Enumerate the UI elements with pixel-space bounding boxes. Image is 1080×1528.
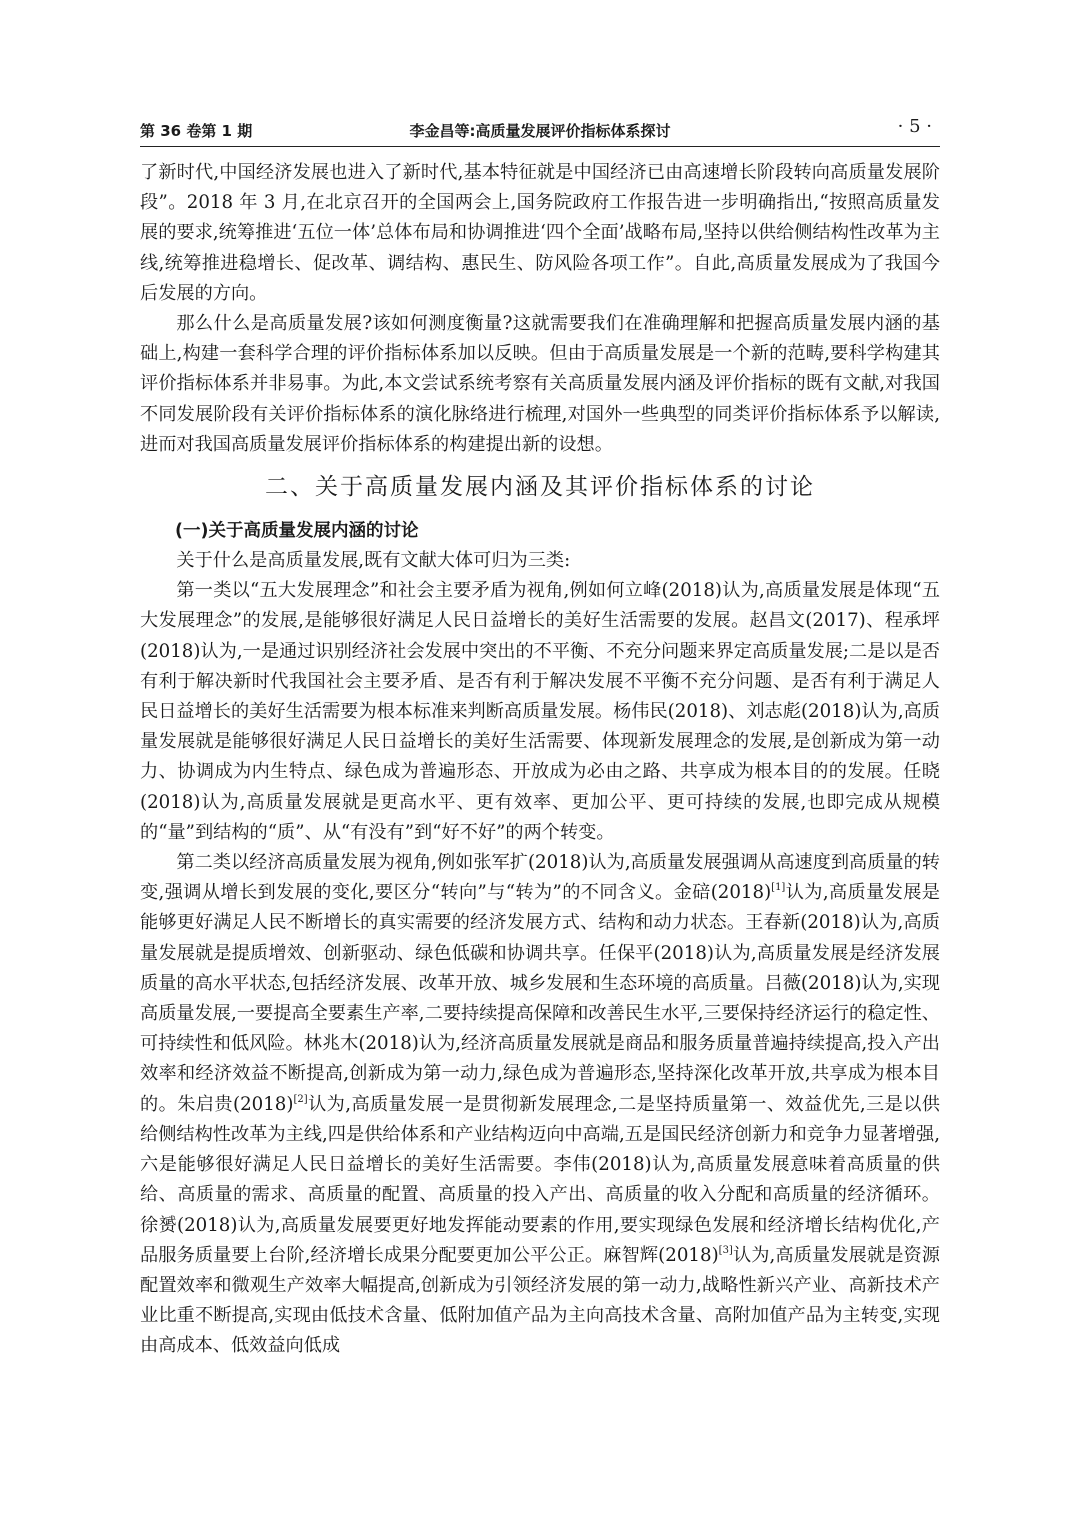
text-segment: 认为,高质量发展是能够更好满足人民不断增长的真实需要的经济发展方式、结构和动力状态。王春新(2018)认为,高质量发展就是提质增效、创新驱动、绿色低碳和协调共享。任保平(2018)认为,高质量发展是经济发展质量的高水平状态,包括经济发展、改革开放、城乡发展和生态环境的高质量。吕薇(2018)认为,实现高质量发展,一要提高全要素生产率,二要持续提高保障和改善民生水平,三要保持经济运行的稳定性、可持续性和低风险。林兆木(2018)认为,经济高质量发展就是商品和服务质量普遍持续提高,投入产出效率和经济效益不断提高,创新成为第一动力,绿色成为普遍形态,坚持深化改革开放,共享成为根本目的。朱启贵(2018) <box>140 882 940 1115</box>
paragraph-second-class <box>140 848 940 1361</box>
journal-volume: 第 36 卷第 1 期 <box>140 122 253 140</box>
citation-ref: [3] <box>718 1244 733 1256</box>
paragraph-continued: 了新时代,中国经济发展也进入了新时代,基本特征就是中国经济已由高速增长阶段转向高质量发展阶段”。2018 年 3 月,在北京召开的全国两会上,国务院政府工作报告进一步明确指出,“按照高质量发展的要求,统筹推进‘五位一体’总体布局和协调推进‘四个全面’战略布局,坚持以供给侧结构性改革为主线,统筹推进稳增长、促改革、调结构、惠民生、防风险各项工作”。自此,高质量发展成为了我国今后发展的方向。 <box>140 162 940 304</box>
paragraph-motivation: 那么什么是高质量发展?该如何测度衡量?这就需要我们在准确理解和把握高质量发展内涵的基础上,构建一套科学合理的评价指标体系加以反映。但由于高质量发展是一个新的范畴,要科学构建其评价指标体系并非易事。为此,本文尝试系统考察有关高质量发展内涵及评价指标的既有文献,对我国不同发展阶段有关评价指标体系的演化脉络进行梳理,对国外一些典型的同类评价指标体系予以解读,进而对我国高质量发展评价指标体系的构建提出新的设想。 <box>140 313 940 455</box>
section-title: 二、关于高质量发展内涵及其评价指标体系的讨论 <box>265 474 815 501</box>
article-running-title: 李金昌等:高质量发展评价指标体系探讨 <box>409 122 671 140</box>
paragraph-intro: 关于什么是高质量发展,既有文献大体可归为三类: <box>176 550 571 572</box>
text-segment: 认为,高质量发展就是资源配置效率和微观生产效率大幅提高,创新成为引领经济发展的第一动力,战略性新兴产业、高新技术产业比重不断提高,实现由低技术含量、低附加值产品为主向高技术含量、高附加值产品为主转变,实现由高成本、低效益向低成 <box>140 1244 940 1357</box>
citation-ref: [1] <box>771 882 786 894</box>
header-rule <box>140 146 940 147</box>
text-segment: 认为,高质量发展一是贯彻新发展理念,二是坚持质量第一、效益优先,三是以供给侧结构性改革为主线,四是供给体系和产业结构迈向中高端,五是国民经济创新力和竞争力显著增强,六是能够很好满足人民日益增长的美好生活需要。李伟(2018)认为,高质量发展意味着高质量的供给、高质量的需求、高质量的配置、高质量的投入产出、高质量的收入分配和高质量的经济循环。徐赟(2018)认为,高质量发展要更好地发挥能动要素的作用,要实现绿色发展和经济增长结构优化,产品服务质量要上台阶,经济增长成果分配要更加公平公正。麻智辉(2018) <box>140 1093 940 1266</box>
article-body <box>140 158 940 1362</box>
page-number: · 5 · <box>897 116 932 137</box>
paragraph-first-class: 第一类以“五大发展理念”和社会主要矛盾为视角,例如何立峰(2018)认为,高质量发展是体现“五大发展理念”的发展,是能够很好满足人民日益增长的美好生活需要的发展。赵昌文(2017)、程承坪(2018)认为,一是通过识别经济社会发展中突出的不平衡、不充分问题来界定高质量发展;二是以是否有利于解决新时代我国社会主要矛盾、是否有利于解决发展不平衡不充分问题、是否有利于满足人民日益增长的美好生活需要为根本标准来判断高质量发展。杨伟民(2018)、刘志彪(2018)认为,高质量发展就是能够很好满足人民日益增长的美好生活需要、体现新发展理念的发展,是创新成为第一动力、协调成为内生特点、绿色成为普遍形态、开放成为必由之路、共享成为根本目的的发展。任晓(2018)认为,高质量发展就是更高水平、更有效率、更加公平、更可持续的发展,也即完成从规模的“量”到结构的“质”、从“有没有”到“好不好”的两个转变。 <box>140 580 940 843</box>
running-header <box>140 116 940 142</box>
citation-ref: [2] <box>293 1093 308 1105</box>
text-segment: 第二类以经济高质量发展为视角,例如张军扩(2018)认为,高质量发展强调从高速度到高质量的转变,强调从增长到发展的变化,要区分“转向”与“转为”的不同含义。金碚(2018) <box>140 852 940 904</box>
subsection-title: (一)关于高质量发展内涵的讨论 <box>175 521 419 542</box>
